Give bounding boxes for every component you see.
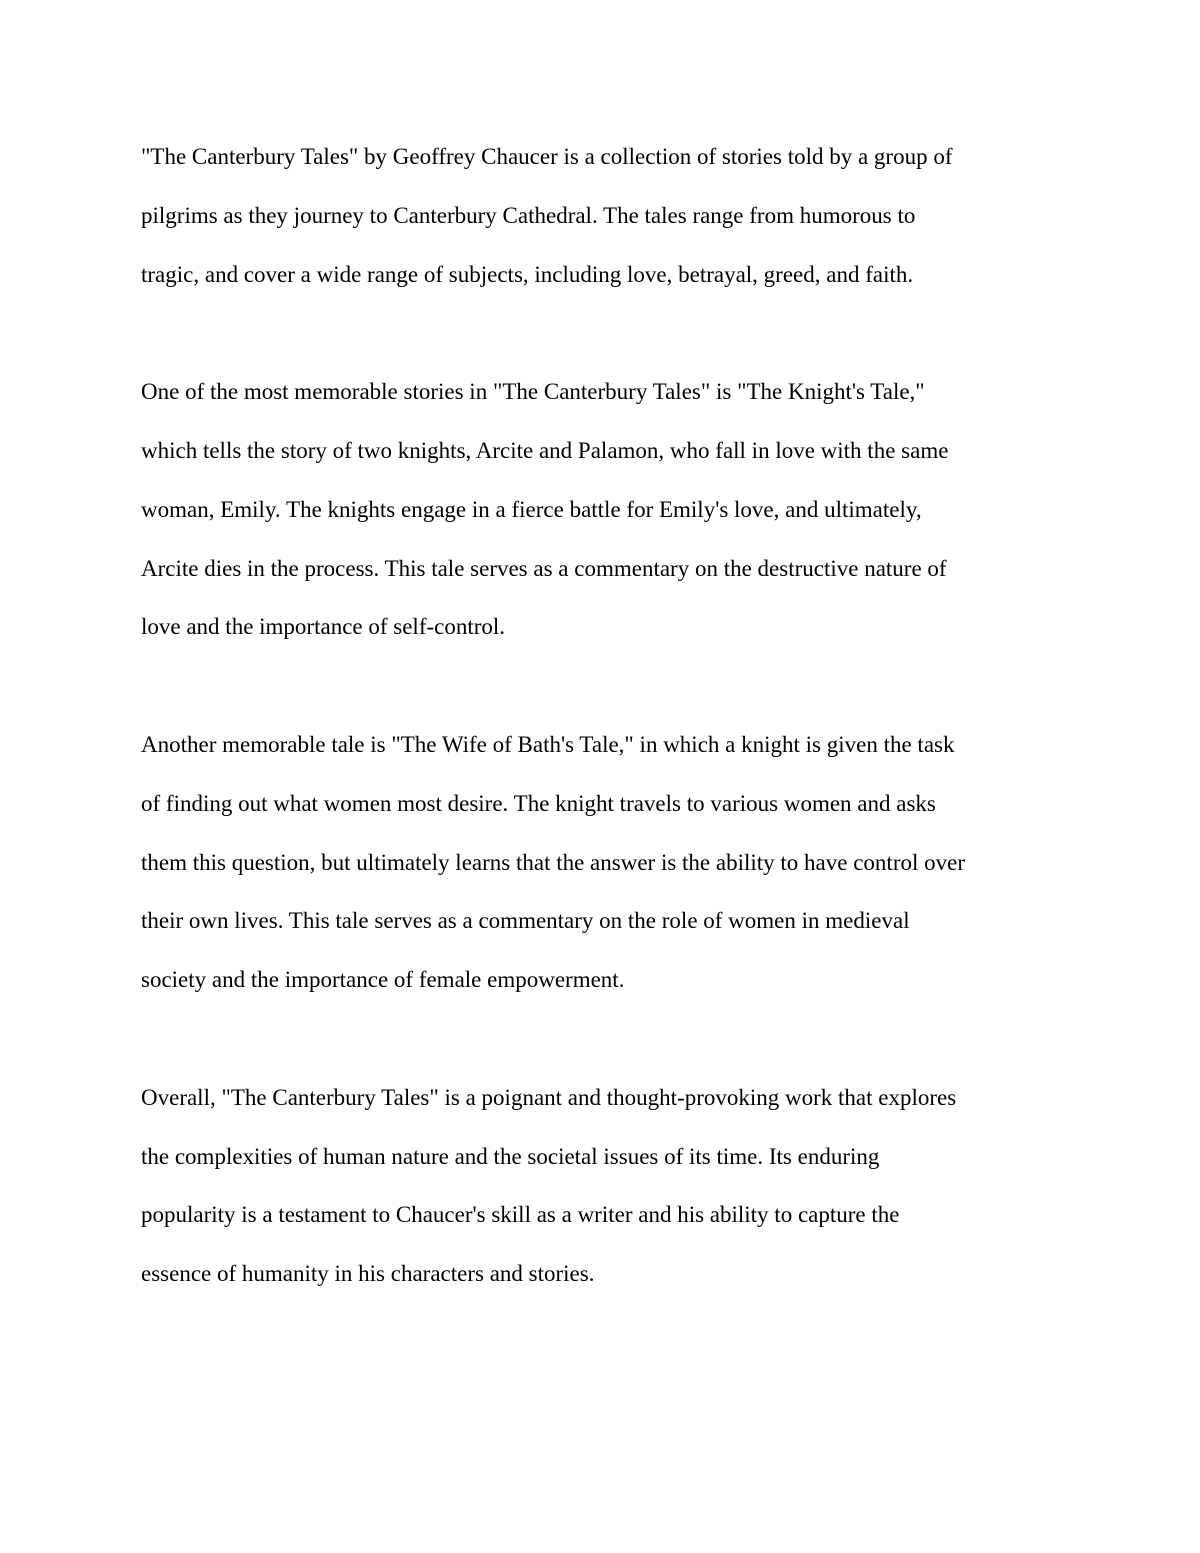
paragraph-line: their own lives. This tale serves as a commentary on the role of women in medieval: [141, 908, 910, 934]
document-body: [141, 128, 1071, 1304]
paragraph-line: pilgrims as they journey to Canterbury Cathedral. The tales range from humorous to: [141, 202, 916, 228]
paragraph-line: society and the importance of female empowerment.: [141, 967, 625, 993]
paragraph-line: them this question, but ultimately learns that the answer is the ability to have control over: [141, 849, 965, 875]
paragraph-line: love and the importance of self-control.: [141, 614, 506, 640]
paragraph-line: "The Canterbury Tales" by Geoffrey Chaucer is a collection of stories told by a group of: [141, 144, 953, 169]
paragraph-line: of finding out what women most desire. The knight travels to various women and asks: [141, 790, 936, 816]
paragraph-3: [141, 716, 1071, 1010]
paragraph-line: woman, Emily. The knights engage in a fierce battle for Emily's love, and ultimately,: [141, 496, 922, 522]
paragraph-spacer: [141, 304, 1071, 363]
paragraph-spacer: [141, 1010, 1071, 1069]
paragraph-line: the complexities of human nature and the societal issues of its time. Its enduring: [141, 1143, 880, 1169]
paragraph-line: Arcite dies in the process. This tale serves as a commentary on the destructive nature of: [141, 555, 947, 581]
paragraph-line: tragic, and cover a wide range of subjects, including love, betrayal, greed, and faith.: [141, 261, 914, 287]
paragraph-spacer: [141, 657, 1071, 716]
paragraph-line: One of the most memorable stories in "The Canterbury Tales" is "The Knight's Tale,": [141, 379, 925, 405]
paragraph-line: Overall, "The Canterbury Tales" is a poignant and thought-provoking work that explores: [141, 1084, 957, 1110]
paragraph-line: which tells the story of two knights, Arcite and Palamon, who fall in love with the same: [141, 437, 949, 463]
paragraph-2: [141, 363, 1071, 657]
paragraph-line: essence of humanity in his characters and stories.: [141, 1261, 595, 1287]
paragraph-line: popularity is a testament to Chaucer's skill as a writer and his ability to capture the: [141, 1202, 900, 1228]
paragraph-1: [141, 128, 1071, 304]
paragraph-line: Another memorable tale is "The Wife of Bath's Tale," in which a knight is given the task: [141, 731, 955, 757]
paragraph-4: [141, 1069, 1071, 1304]
